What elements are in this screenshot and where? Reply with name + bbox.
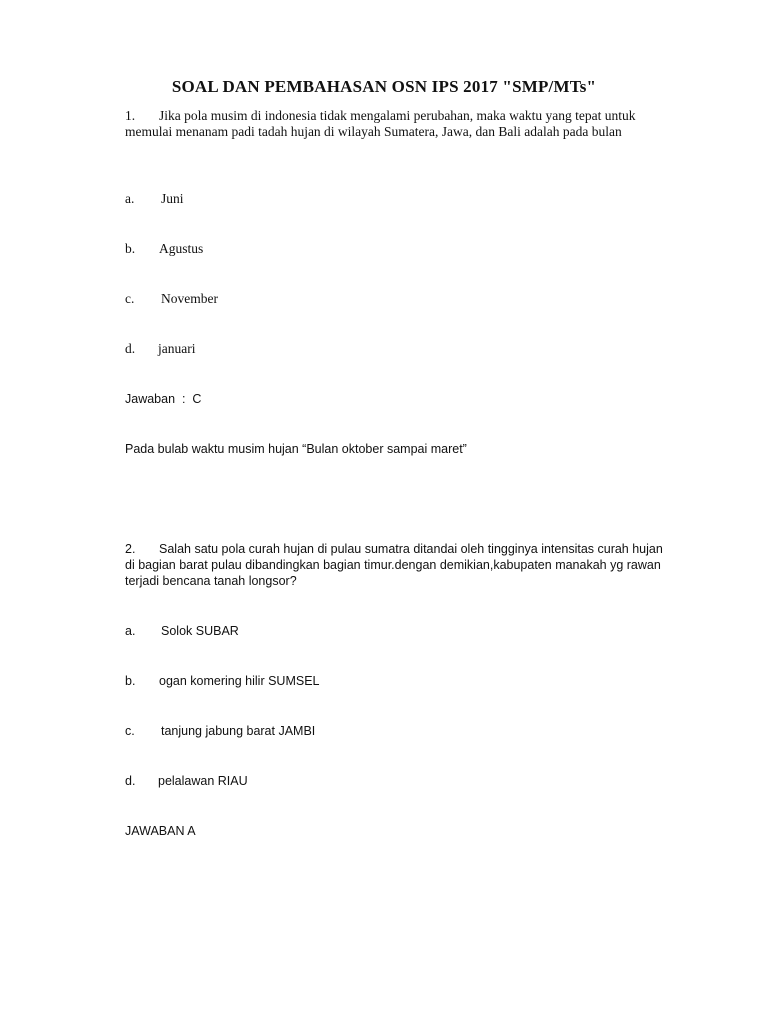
question-2-answer: JAWABAN A <box>125 824 196 838</box>
question-number: 2. <box>125 542 136 556</box>
question-1-explanation: Pada bulab waktu musim hujan “Bulan oktober sampai maret” <box>125 442 467 456</box>
option-letter: d. <box>125 341 136 356</box>
option-letter: a. <box>125 624 136 638</box>
option-letter: c. <box>125 291 135 306</box>
question-text: Salah satu pola curah hujan di pulau sumatra ditandai oleh tingginya intensitas curah hujan di bagian barat pulau dibandingkan bagian timur.dengan demikian,kabupaten manakah yg rawan terjadi bencana tanah longsor? <box>125 542 663 588</box>
option-letter: d. <box>125 774 136 788</box>
option-text: Solok SUBAR <box>161 624 239 638</box>
question-number: 1. <box>125 108 136 123</box>
option-letter: a. <box>125 191 135 206</box>
question-1-option-c <box>125 291 218 307</box>
question-1-option-d <box>125 341 195 357</box>
document-title: SOAL DAN PEMBAHASAN OSN IPS 2017 "SMP/MTs" <box>171 77 597 96</box>
option-letter: b. <box>125 241 136 256</box>
question-1-answer: Jawaban : C <box>125 392 202 406</box>
question-2-option-c <box>125 723 315 739</box>
question-2-option-b <box>125 673 320 689</box>
question-2-option-d <box>125 773 248 789</box>
question-1-option-b <box>125 241 203 257</box>
question-1 <box>125 108 685 140</box>
option-text: ogan komering hilir SUMSEL <box>159 674 320 688</box>
question-1-option-a <box>125 191 184 207</box>
option-text: januari <box>158 341 196 356</box>
option-text: tanjung jabung barat JAMBI <box>161 724 316 738</box>
question-2 <box>125 541 675 589</box>
option-letter: b. <box>125 674 136 688</box>
question-2-option-a <box>125 623 239 639</box>
option-text: pelalawan RIAU <box>158 774 248 788</box>
option-text: Juni <box>161 191 184 206</box>
question-text: Jika pola musim di indonesia tidak mengalami perubahan, maka waktu yang tepat untuk memulai menanam padi tadah hujan di wilayah Sumatera, Jawa, dan Bali adalah pada bulan <box>125 108 636 139</box>
option-letter: c. <box>125 724 135 738</box>
option-text: Agustus <box>159 241 204 256</box>
option-text: November <box>161 291 218 306</box>
